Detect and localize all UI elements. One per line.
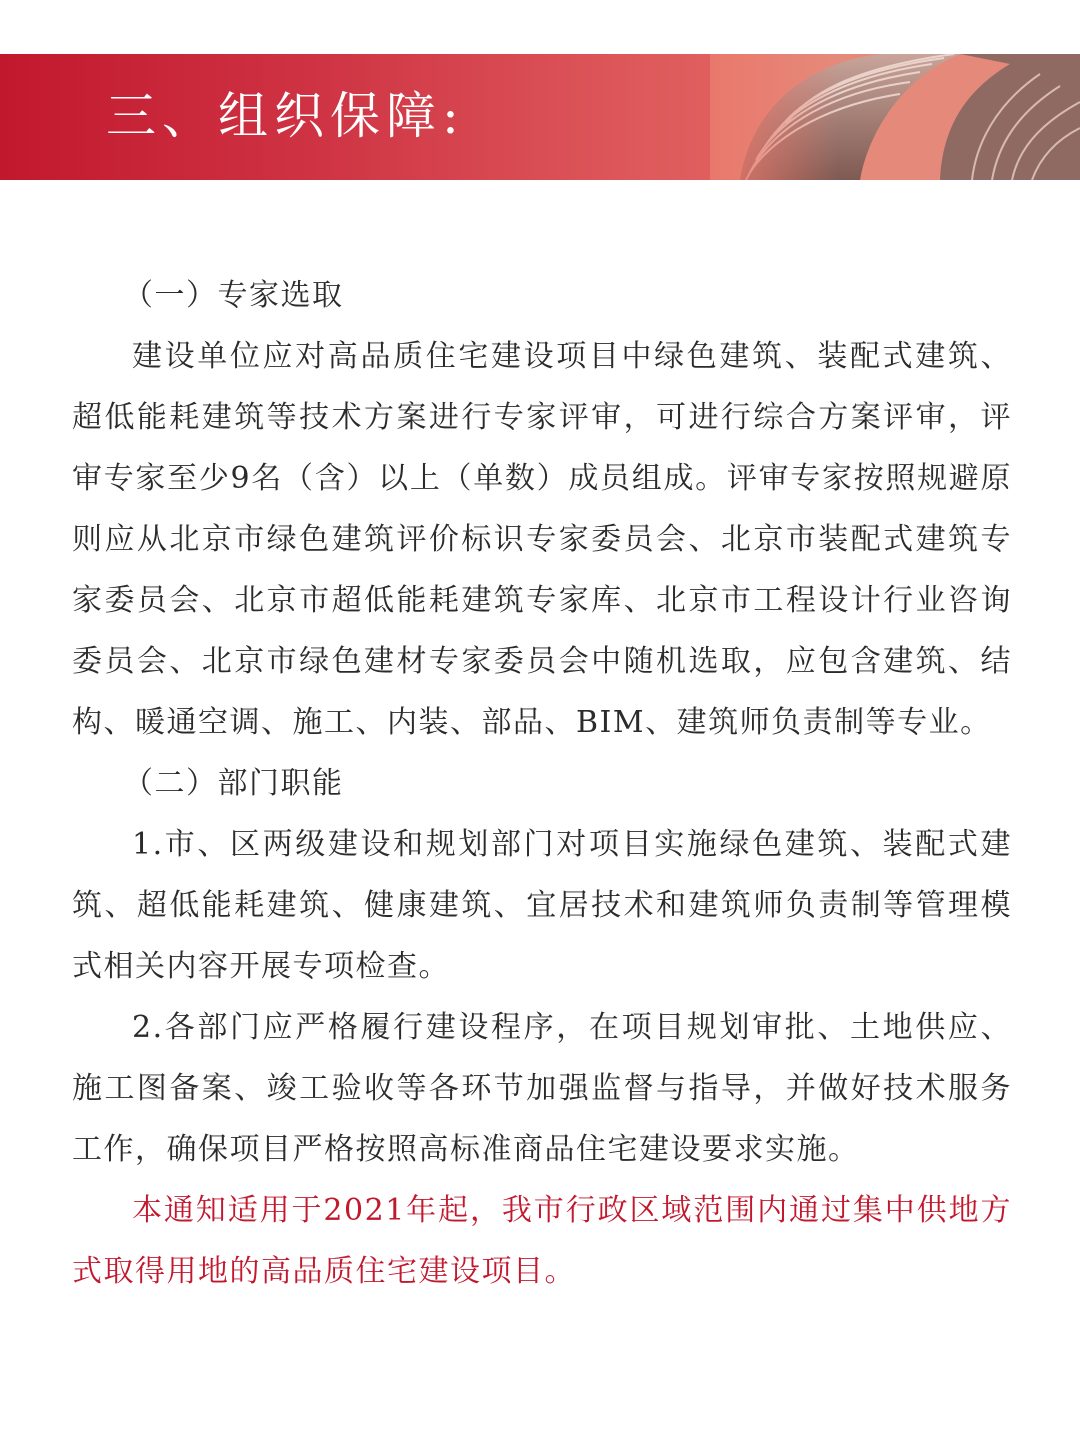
section-heading: （二）部门职能	[123, 766, 344, 801]
header-banner	[0, 54, 1080, 180]
page-title: 三、组织保障:	[106, 87, 465, 145]
paragraph: 1.市、区两级建设和规划部门对项目实施绿色建筑、装配式建筑、超低能耗建筑、健康建筑、宜居技术和建筑师负责制等管理模式相关内容开展专项检查。	[72, 827, 1012, 984]
building-photo	[710, 54, 1080, 180]
section-heading: （一）专家选取	[123, 278, 344, 313]
notice-paragraph: 本通知适用于2021年起，我市行政区域范围内通过集中供地方式取得用地的高品质住宅建设项目。	[72, 1193, 1012, 1289]
paragraph: 建设单位应对高品质住宅建设项目中绿色建筑、装配式建筑、超低能耗建筑等技术方案进行专家评审，可进行综合方案评审，评审专家至少9名（含）以上（单数）成员组成。评审专家按照规避原则应从北京市绿色建筑评价标识专家委员会、北京市装配式建筑专家委员会、北京市超低能耗建筑专家库、北京市工程设计行业咨询委员会、北京市绿色建材专家委员会中随机选取，应包含建筑、结构、暖通空调、施工、内装、部品、BIM、建筑师负责制等专业。	[72, 339, 1012, 740]
document-body	[72, 265, 1012, 1302]
paragraph: 2.各部门应严格履行建设程序，在项目规划审批、土地供应、施工图备案、竣工验收等各环节加强监督与指导，并做好技术服务工作，确保项目严格按照高标准商品住宅建设要求实施。	[72, 1010, 1012, 1167]
